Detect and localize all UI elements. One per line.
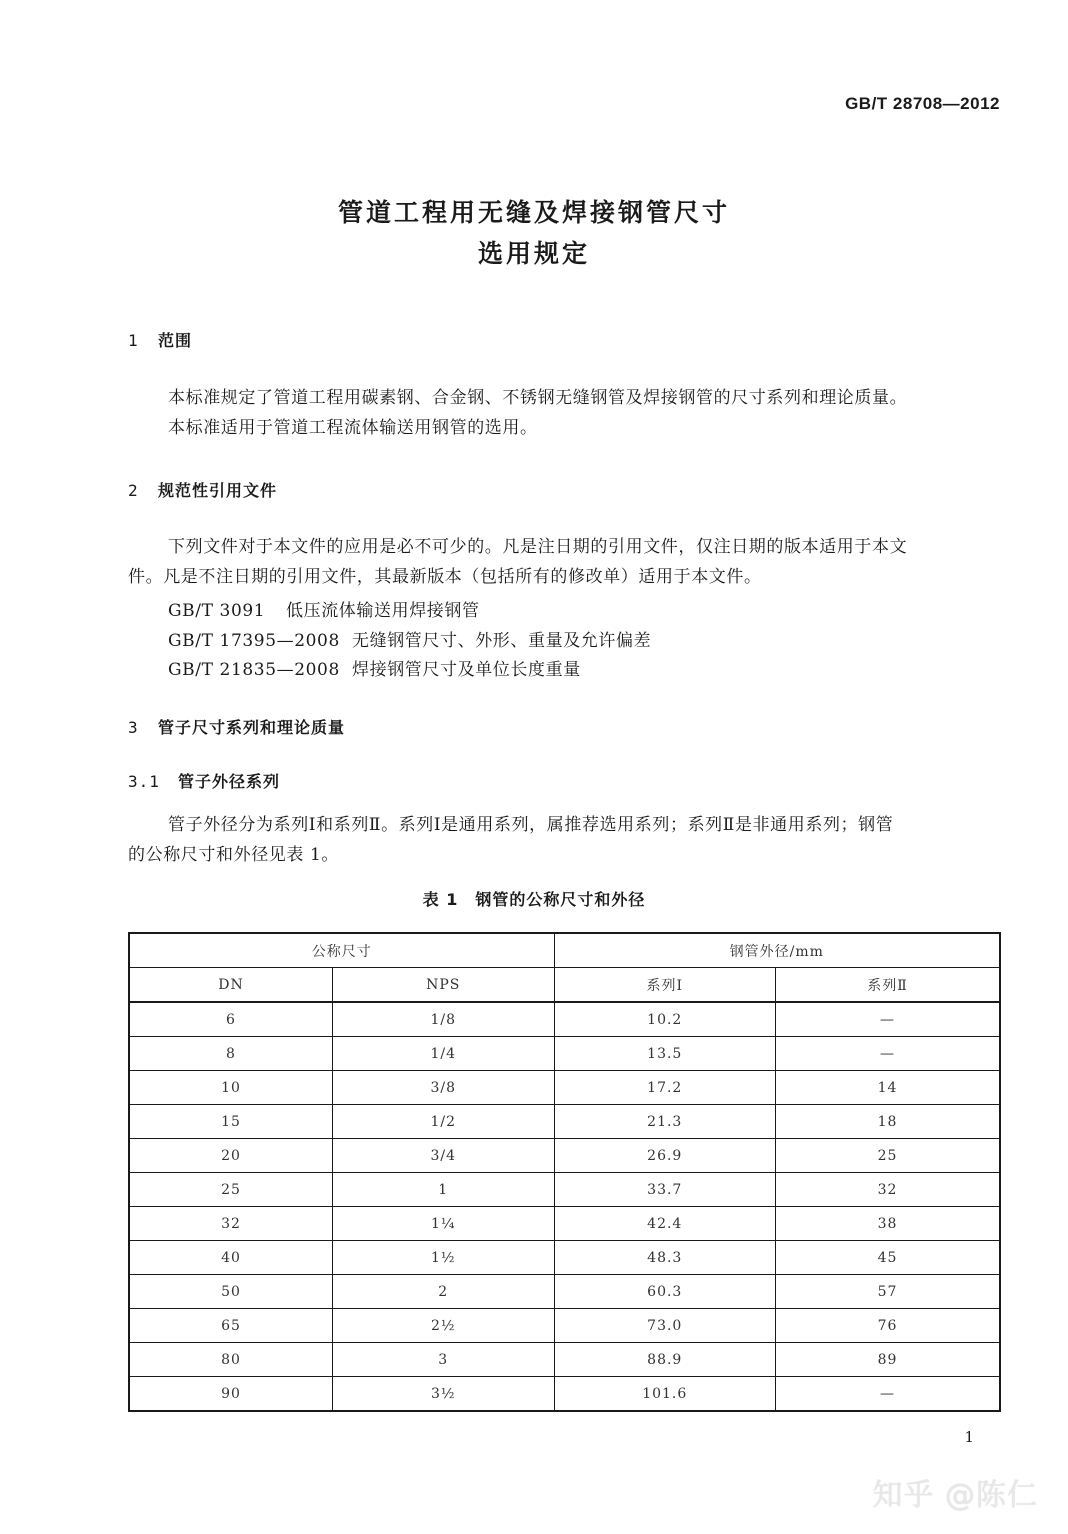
table-row	[129, 1207, 1000, 1241]
cell-series-2: 38	[776, 1207, 1000, 1241]
section-1-heading	[128, 328, 192, 351]
cell-series-2: —	[776, 1002, 1000, 1037]
cell-series-1: 73.0	[554, 1309, 776, 1343]
section-number: 3	[128, 718, 139, 737]
reference-code: GB/T 21835—2008	[168, 660, 340, 680]
od-paragraph-line2: 的公称尺寸和外径见表 1。	[128, 845, 340, 865]
section-number: 3.1	[128, 772, 160, 791]
scope-paragraph-2: 本标准适用于管道工程流体输送用钢管的选用。	[168, 418, 538, 438]
cell-series-1: 60.3	[554, 1275, 776, 1309]
cell-dn: 20	[129, 1139, 333, 1173]
table-row	[129, 1002, 1000, 1037]
watermark: 知乎 @陈仁	[872, 1478, 1038, 1513]
cell-dn: 50	[129, 1275, 333, 1309]
reference-title: 低压流体输送用焊接钢管	[286, 601, 480, 621]
table-caption: 表 1 钢管的公称尺寸和外径	[422, 890, 646, 909]
section-1-body	[128, 383, 1000, 443]
scope-paragraph-1: 本标准规定了管道工程用碳素钢、合金钢、不锈钢无缝钢管及焊接钢管的尺寸系列和理论质量。	[168, 388, 908, 408]
cell-dn: 90	[129, 1377, 333, 1412]
page-number: 1	[964, 1428, 974, 1446]
table-row	[129, 1377, 1000, 1412]
section-3-1-body	[128, 810, 1000, 870]
cell-series-2: 32	[776, 1173, 1000, 1207]
section-2-body	[128, 532, 1000, 592]
header-series-2: 系列Ⅱ	[776, 968, 1000, 1003]
header-series-1: 系列Ⅰ	[554, 968, 776, 1003]
cell-dn: 65	[129, 1309, 333, 1343]
cell-series-2: 25	[776, 1139, 1000, 1173]
reference-title: 焊接钢管尺寸及单位长度重量	[352, 660, 581, 680]
section-title: 管子尺寸系列和理论质量	[158, 718, 346, 737]
table-header-row	[129, 968, 1000, 1003]
cell-series-2: 89	[776, 1343, 1000, 1377]
cell-series-1: 88.9	[554, 1343, 776, 1377]
cell-nps: 3/4	[333, 1139, 554, 1173]
section-number: 1	[128, 331, 139, 350]
table-row	[129, 1139, 1000, 1173]
cell-nps: 1	[333, 1173, 554, 1207]
cell-dn: 10	[129, 1071, 333, 1105]
table-row	[129, 1071, 1000, 1105]
section-3-1-heading	[128, 769, 280, 792]
cell-series-1: 17.2	[554, 1071, 776, 1105]
reference-code: GB/T 3091	[168, 601, 266, 621]
cell-series-1: 101.6	[554, 1377, 776, 1412]
cell-series-1: 21.3	[554, 1105, 776, 1139]
cell-nps: 1/4	[333, 1037, 554, 1071]
table-row	[129, 1241, 1000, 1275]
table-header-group-row	[129, 933, 1000, 968]
cell-series-2: —	[776, 1037, 1000, 1071]
cell-dn: 25	[129, 1173, 333, 1207]
cell-nps: 2	[333, 1275, 554, 1309]
cell-nps: 3½	[333, 1377, 554, 1412]
cell-dn: 40	[129, 1241, 333, 1275]
cell-series-1: 33.7	[554, 1173, 776, 1207]
cell-nps: 1½	[333, 1241, 554, 1275]
cell-nps: 1¼	[333, 1207, 554, 1241]
cell-nps: 1/8	[333, 1002, 554, 1037]
cell-series-2: —	[776, 1377, 1000, 1412]
header-nps: NPS	[333, 968, 554, 1003]
cell-nps: 3/8	[333, 1071, 554, 1105]
normative-paragraph-line2: 件。凡是不注日期的引用文件，其最新版本（包括所有的修改单）适用于本文件。	[128, 567, 762, 587]
reference-item	[168, 596, 480, 621]
section-title: 范围	[158, 331, 193, 350]
cell-series-2: 45	[776, 1241, 1000, 1275]
cell-series-1: 42.4	[554, 1207, 776, 1241]
cell-series-1: 48.3	[554, 1241, 776, 1275]
section-3-heading	[128, 715, 345, 738]
cell-dn: 15	[129, 1105, 333, 1139]
section-2-heading	[128, 478, 277, 501]
table-row	[129, 1037, 1000, 1071]
table-row	[129, 1105, 1000, 1139]
normative-paragraph-line1: 下列文件对于本文件的应用是必不可少的。凡是注日期的引用文件，仅注日期的版本适用于本文	[168, 537, 908, 557]
table-row	[129, 1173, 1000, 1207]
reference-item	[168, 655, 581, 680]
cell-series-1: 26.9	[554, 1139, 776, 1173]
cell-nps: 3	[333, 1343, 554, 1377]
table-row	[129, 1275, 1000, 1309]
pipe-dimension-table	[128, 932, 1001, 1412]
cell-series-2: 18	[776, 1105, 1000, 1139]
cell-dn: 80	[129, 1343, 333, 1377]
header-dn: DN	[129, 968, 333, 1003]
document-title-line1: 管道工程用无缝及焊接钢管尺寸	[337, 198, 730, 227]
cell-series-2: 14	[776, 1071, 1000, 1105]
od-paragraph-line1: 管子外径分为系列Ⅰ和系列Ⅱ。系列Ⅰ是通用系列，属推荐选用系列；系列Ⅱ是非通用系列；钢管	[168, 815, 894, 835]
section-title: 规范性引用文件	[158, 481, 278, 500]
cell-nps: 2½	[333, 1309, 554, 1343]
header-outside-diameter: 钢管外径/mm	[554, 933, 1000, 968]
reference-code: GB/T 17395—2008	[168, 631, 340, 651]
section-title: 管子外径系列	[178, 772, 281, 791]
table-row	[129, 1343, 1000, 1377]
cell-nps: 1/2	[333, 1105, 554, 1139]
reference-title: 无缝钢管尺寸、外形、重量及允许偏差	[352, 631, 652, 651]
cell-series-2: 57	[776, 1275, 1000, 1309]
standard-code: GB/T 28708—2012	[845, 94, 1000, 113]
cell-dn: 6	[129, 1002, 333, 1037]
reference-item	[168, 626, 651, 651]
cell-series-2: 76	[776, 1309, 1000, 1343]
cell-series-1: 13.5	[554, 1037, 776, 1071]
document-title-line2: 选用规定	[477, 239, 590, 268]
section-number: 2	[128, 481, 139, 500]
header-nominal-size: 公称尺寸	[129, 933, 554, 968]
cell-series-1: 10.2	[554, 1002, 776, 1037]
cell-dn: 8	[129, 1037, 333, 1071]
cell-dn: 32	[129, 1207, 333, 1241]
table-row	[129, 1309, 1000, 1343]
